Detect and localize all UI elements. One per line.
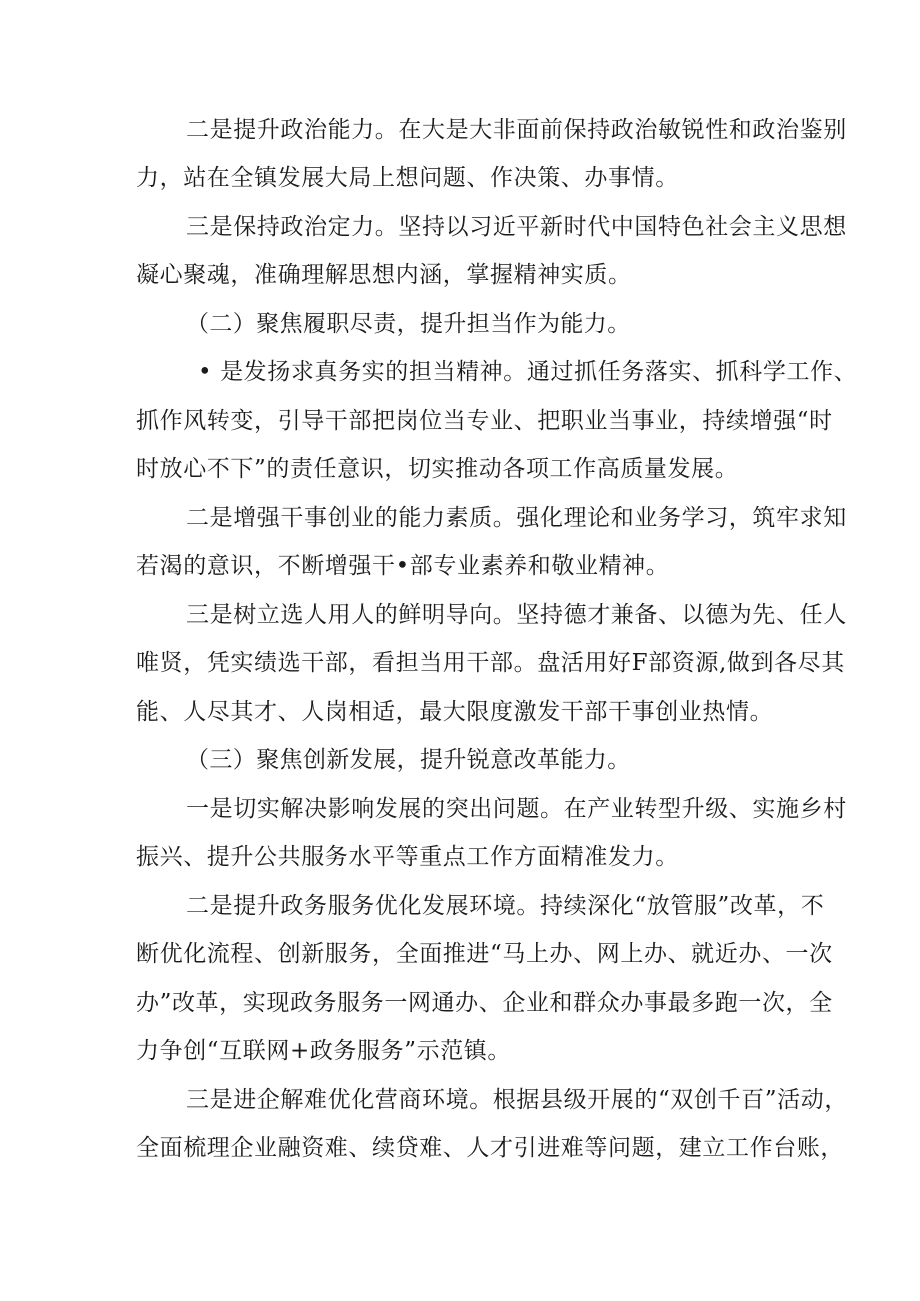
text-line: 一是切实解决影响发展的突出问题。在产业转型升级、实施乡村: [186, 796, 847, 822]
text-line: 时放心不下”的责任意识，切实推动各项工作高质量发展。: [136, 456, 739, 482]
text-line: 若渴的意识，不断增强干•部专业素养和敬业精神。: [136, 553, 670, 579]
text-line: 力争创“互联网+政务服务”示范镇。: [136, 1038, 511, 1064]
text-line: 二是提升政治能力。在大是大非面前保持政治敏锐性和政治鉴别: [186, 117, 847, 143]
text-line: 振兴、提升公共服务水平等重点工作方面精准发力。: [136, 844, 679, 870]
text-line: 三是进企解难优化营商环境。根据县级开展的“双创千百”活动，: [186, 1087, 848, 1113]
text-line: 抓作风转变，引导干部把岗位当专业、把职业当事业，持续增强“时: [136, 408, 833, 434]
text-line: 二是增强干事创业的能力素质。强化理论和业务学习，筑牢求知: [186, 505, 847, 531]
text-line: 凝心聚魂，准确理解思想内涵，掌握精神实质。: [136, 262, 632, 288]
text-line: 能、人尽其才、人岗相适，最大限度激发干部干事创业热情。: [136, 699, 774, 725]
text-line: 全面梳理企业融资难、续贷难、人才引进难等问题，建立工作台账，: [136, 1135, 844, 1161]
text-line: • 是发扬求真务实的担当精神。通过抓任务落实、抓科学工作、: [198, 359, 858, 385]
text-line: 断优化流程、创新服务，全面推进“马上办、网上办、就近办、一次: [136, 941, 833, 967]
section-heading-text: （二）聚焦履职尽责，提升担当作为能力。: [186, 311, 631, 337]
text-line: 三是保持政治定力。坚持以习近平新时代中国特色社会主义思想: [186, 214, 847, 240]
text-line: 三是树立选人用人的鲜明导向。坚持德才兼备、以德为先、任人: [186, 602, 847, 628]
section-heading-text: （三）聚焦创新发展，提升锐意改革能力。: [186, 747, 631, 773]
text-line: 办”改革，实现政务服务一网通办、企业和群众办事最多跑一次，全: [136, 990, 833, 1016]
text-line: 二是提升政务服务优化发展环境。持续深化“放管服”改革，不: [186, 893, 825, 919]
text-line: 唯贤，凭实绩选干部，看担当用干部。盘活用好F部资源,做到各尽其: [136, 650, 845, 676]
text-line: 力，站在全镇发展大局上想问题、作决策、办事情。: [136, 165, 679, 191]
